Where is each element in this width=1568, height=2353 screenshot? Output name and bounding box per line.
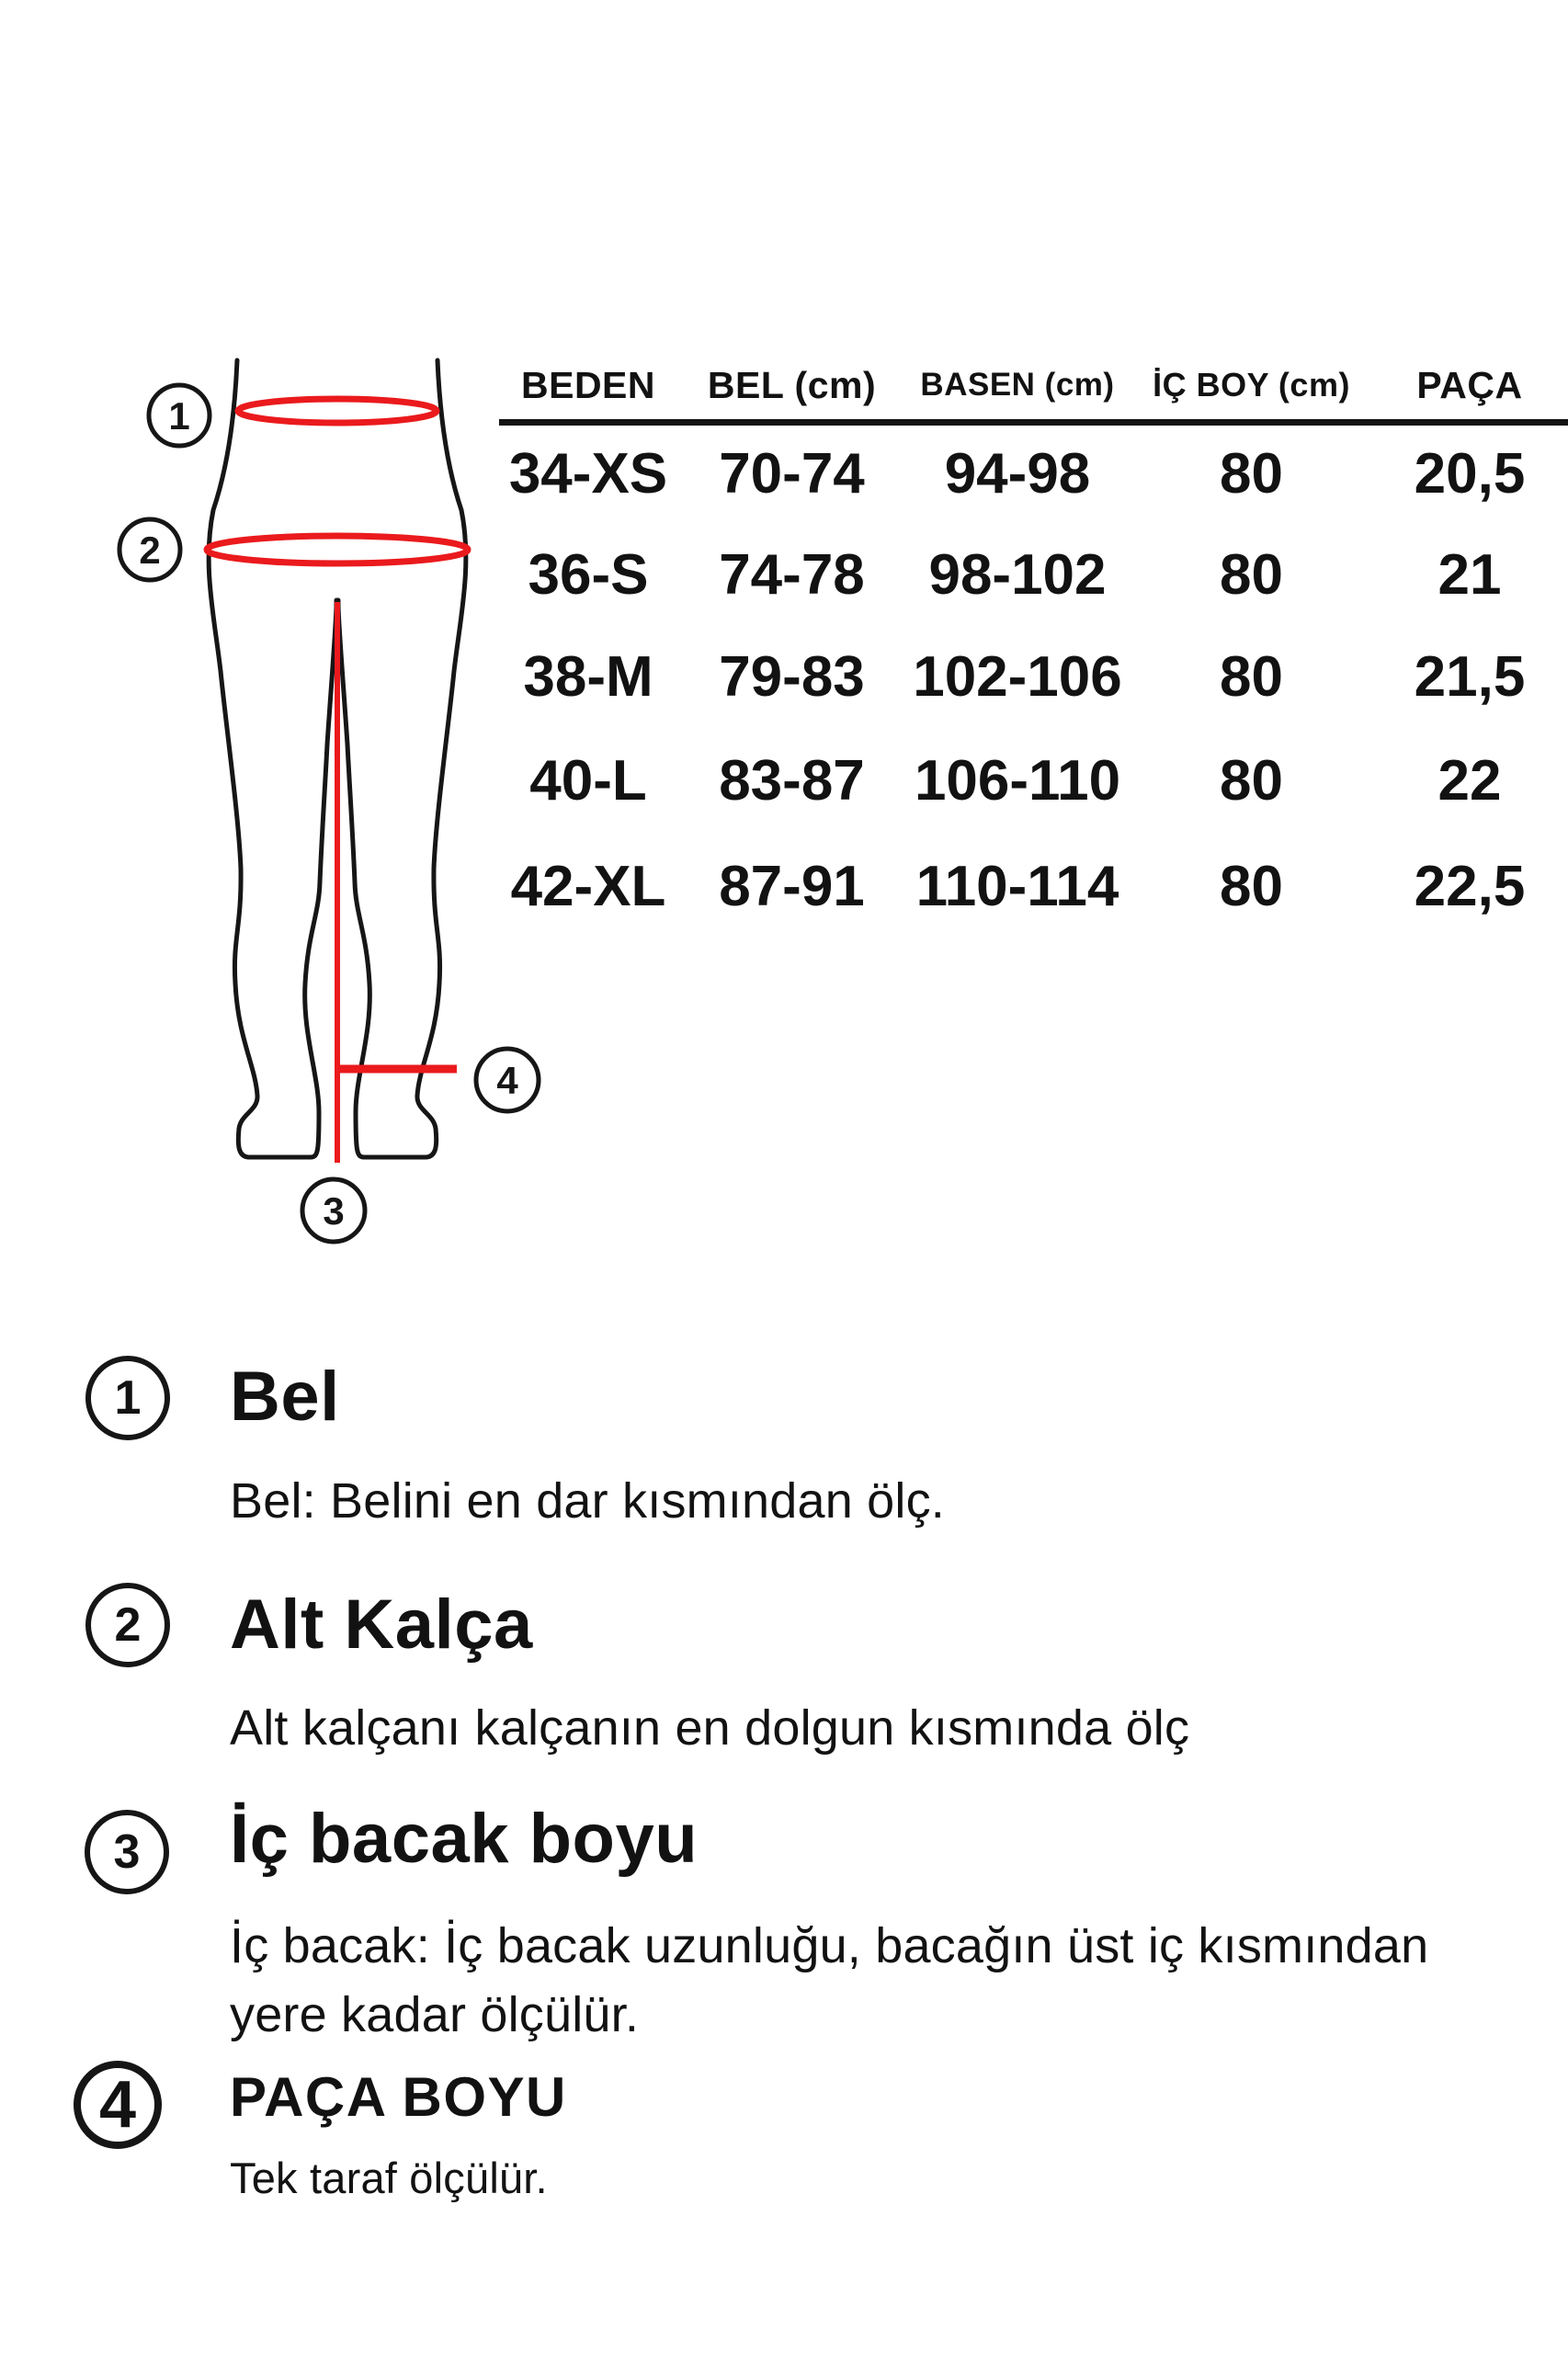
- section-title-bel: Bel: [230, 1358, 340, 1436]
- inseam-cell: 80: [1220, 542, 1283, 607]
- section-badge-2: 2: [85, 1583, 170, 1667]
- size-cell: 38-M: [523, 644, 653, 709]
- section-badge-3: 3: [85, 1810, 169, 1894]
- legs-measurement-figure: [55, 340, 570, 1287]
- section-desc-ic-bacak: İç bacak: İç bacak uzunluğu, bacağın üst iç kısmından yere kadar ölçülür.: [230, 1918, 1429, 2042]
- figure-marker-4: [476, 1049, 539, 1111]
- size-cell: 34-XS: [508, 441, 668, 506]
- hip-cell: 106-110: [914, 748, 1121, 813]
- hem-cell: 21: [1437, 542, 1502, 607]
- inseam-cell: 80: [1220, 748, 1283, 813]
- waist-cell: 74-78: [719, 542, 865, 607]
- svg-text:1: 1: [168, 394, 190, 438]
- svg-text:3: 3: [323, 1189, 345, 1233]
- section-badge-4: 4: [74, 2061, 162, 2149]
- size-cell: 36-S: [528, 542, 649, 607]
- hip-cell: 102-106: [913, 644, 1122, 709]
- section-title-alt-kalca: Alt Kalça: [230, 1586, 533, 1664]
- column-header-paca: PAÇA: [1416, 363, 1523, 406]
- waist-cell: 83-87: [719, 748, 865, 813]
- figure-markers: [119, 385, 539, 1242]
- section-title-ic-bacak: İç bacak boyu: [230, 1800, 699, 1878]
- hip-measure-ellipse: [207, 536, 468, 563]
- hip-cell: 94-98: [944, 441, 1091, 506]
- section-desc-paca-boyu: Tek taraf ölçülür.: [230, 2154, 548, 2202]
- figure-marker-2: [119, 519, 180, 580]
- hip-cell: 98-102: [928, 542, 1107, 607]
- section-desc-alt-kalca: Alt kalçanı kalçanın en dolgun kısmında ölç: [230, 1700, 1190, 1756]
- waist-measure-ellipse: [238, 399, 437, 423]
- inseam-cell: 80: [1220, 854, 1283, 918]
- inseam-cell: 80: [1220, 441, 1283, 506]
- svg-text:2: 2: [139, 529, 161, 573]
- column-header-beden: BEDEN: [520, 363, 656, 406]
- hem-cell: 22,5: [1414, 854, 1526, 918]
- waist-cell: 79-83: [719, 644, 865, 709]
- figure-marker-3: [302, 1179, 365, 1242]
- svg-text:4: 4: [496, 1059, 518, 1103]
- section-desc-bel: Bel: Belini en dar kısmından ölç.: [230, 1473, 945, 1529]
- size-cell: 40-L: [529, 748, 647, 813]
- waist-cell: 87-91: [719, 854, 865, 918]
- column-header-basen: BASEN (cm): [920, 367, 1115, 403]
- column-header-icboy: İÇ BOY (cm): [1153, 366, 1350, 404]
- waist-cell: 70-74: [719, 441, 865, 506]
- hem-cell: 22: [1437, 748, 1502, 813]
- figure-marker-1: [149, 385, 210, 446]
- hip-cell: 110-114: [915, 854, 1119, 918]
- hem-cell: 21,5: [1414, 644, 1526, 709]
- size-table: [496, 347, 1568, 939]
- column-header-bel: BEL (cm): [707, 363, 877, 406]
- hem-cell: 20,5: [1414, 441, 1526, 506]
- section-badge-1: 1: [85, 1356, 170, 1440]
- section-title-paca-boyu: PAÇA BOYU: [230, 2066, 567, 2128]
- inseam-cell: 80: [1220, 644, 1283, 709]
- size-cell: 42-XL: [510, 854, 666, 918]
